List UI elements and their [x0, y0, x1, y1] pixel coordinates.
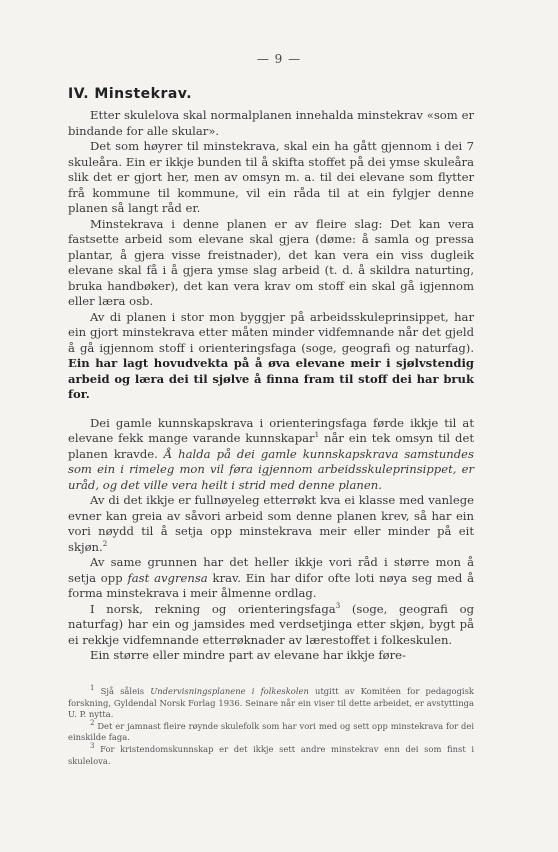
footnote-3: [68, 744, 474, 767]
paragraph-7-text: Av same grunnen har det heller ikkje vori råd i større mon å setja opp: [68, 555, 474, 585]
paragraph-5-text-cont: når ein tek omsyn til det planen kravde.: [68, 431, 474, 461]
paragraph-2: Det som høyrer til minstekrava, skal ein ha gått gjennom i dei 7 skuleåra. Ein er ikkje bunden til å skifta stoffet på dei ymse skuleåra slik det er gjort her, men av omsyn m. a. til dei elevane som flytter frå kommune til kommune, vil ein råda til at ein fylgjer denne planen så langt råd er.: [68, 139, 474, 215]
footnote-2-text: Det er jamnast fleire røynde skulefolk som har vori med og sett opp minstekrava for dei einskilde faga.: [68, 720, 474, 743]
paragraph-7-italic: fast avgrensa: [127, 570, 208, 585]
paragraph-6-text: Av di det ikkje er fullnøyeleg etterrøkt kva ei klasse med vanlege evner kan greia av såvori arbeid som denne planen krev, så har ein vori nøydd til å setja opp minstekrava meir eller minder på eit skjøn.: [68, 493, 474, 554]
page-number: — 9 —: [256, 52, 302, 66]
footnote-1-text: Sjå såleis: [94, 686, 151, 696]
body-text: [68, 108, 474, 664]
footnote-3-text: For kristendomskunnskap er det ikkje sett andre minstekrav enn dei som finst i skulelova.: [68, 743, 474, 766]
footnote-1-marker: 1: [90, 684, 95, 693]
footnote-2: [68, 718, 474, 744]
paragraph-5-italic: Å halda på dei gamle kunnskapskrava samstundes som ein i rimeleg mon vil føra igjennom arbeidsskuleprinsippet, er uråd, og det ville vera heilt i strid med denne planen.: [68, 446, 474, 492]
paragraph-5: [68, 416, 474, 494]
paragraph-7-text-cont: krav. Ein har difor ofte loti nøya seg med å forma minstekrava i meir ålmenne ordlag.: [68, 570, 474, 600]
paragraph-4-text: Av di planen i stor mon byggjer på arbeidsskuleprinsippet, har ein gjort minstekrava etter måten minder vidfemnande når det gjeld å gå igjennom stoff i orienteringsfaga (soge, geografi og naturfag).: [68, 309, 474, 355]
paragraph-4-emphasis: Ein har lagt hovudvekta på å øva elevane meir i sjølvstendig arbeid og læra dei til sjølve å finna fram til stoff dei har bruk for.: [68, 356, 474, 401]
paragraph-8-text: I norsk, rekning og orienteringsfaga: [90, 601, 336, 616]
paragraph-4: [68, 310, 474, 403]
footnote-ref-3: 3: [335, 601, 341, 610]
footnote-1-title: Undervisningsplanene i folkeskolen: [150, 686, 309, 696]
paragraph-8-text-cont: (soge, geografi og naturfag) har ein og jamsides med verdsetjinga etter skjøn, bygt på ei rekkje vidfemnande etterrøknader av lærestoffet i folkeskulen.: [68, 601, 474, 647]
paragraph-8: [68, 602, 474, 649]
footnote-1-text-cont: utgitt av Komitéen for pedagogisk forskning, Gyldendal Norsk Forlag 1936. Seinare når ein viser til dette arbeidet, er avstyttinga U. P. nytta.: [68, 686, 474, 720]
footnote-1: [68, 686, 474, 721]
footnote-ref-2: 2: [102, 539, 108, 548]
paragraph-1: Etter skulelova skal normalplanen innehalda minstekrav «som er bindande for alle skular».: [68, 108, 474, 138]
paragraph-7: [68, 555, 474, 602]
paragraph-6: [68, 493, 474, 555]
footnotes: [68, 686, 474, 767]
paragraph-9: Ein større eller mindre part av elevane har ikkje føre-: [90, 648, 406, 662]
footnote-3-marker: 3: [90, 742, 95, 751]
paragraph-5-text: Dei gamle kunnskapskrava i orienteringsfaga førde ikkje til at elevane fekk mange varande kunnskapar: [68, 415, 474, 445]
footnote-ref-1: 1: [314, 431, 320, 440]
section-title: IV. Minstekrav.: [68, 86, 193, 102]
paragraph-3: Minstekrava i denne planen er av fleire slag: Det kan vera fastsette arbeid som elevane skal gjera (døme: å samla og pressa plantar, å gjera visse freistnader), det kan vera ein viss dugleik elevane skal få i å gjera ymse slag arbeid (t. d. å skildra naturting, bruka handbøker), det kan vera krav om stoff ein skal gå igjennom eller læra osb.: [68, 216, 474, 308]
footnote-2-marker: 2: [90, 718, 95, 727]
